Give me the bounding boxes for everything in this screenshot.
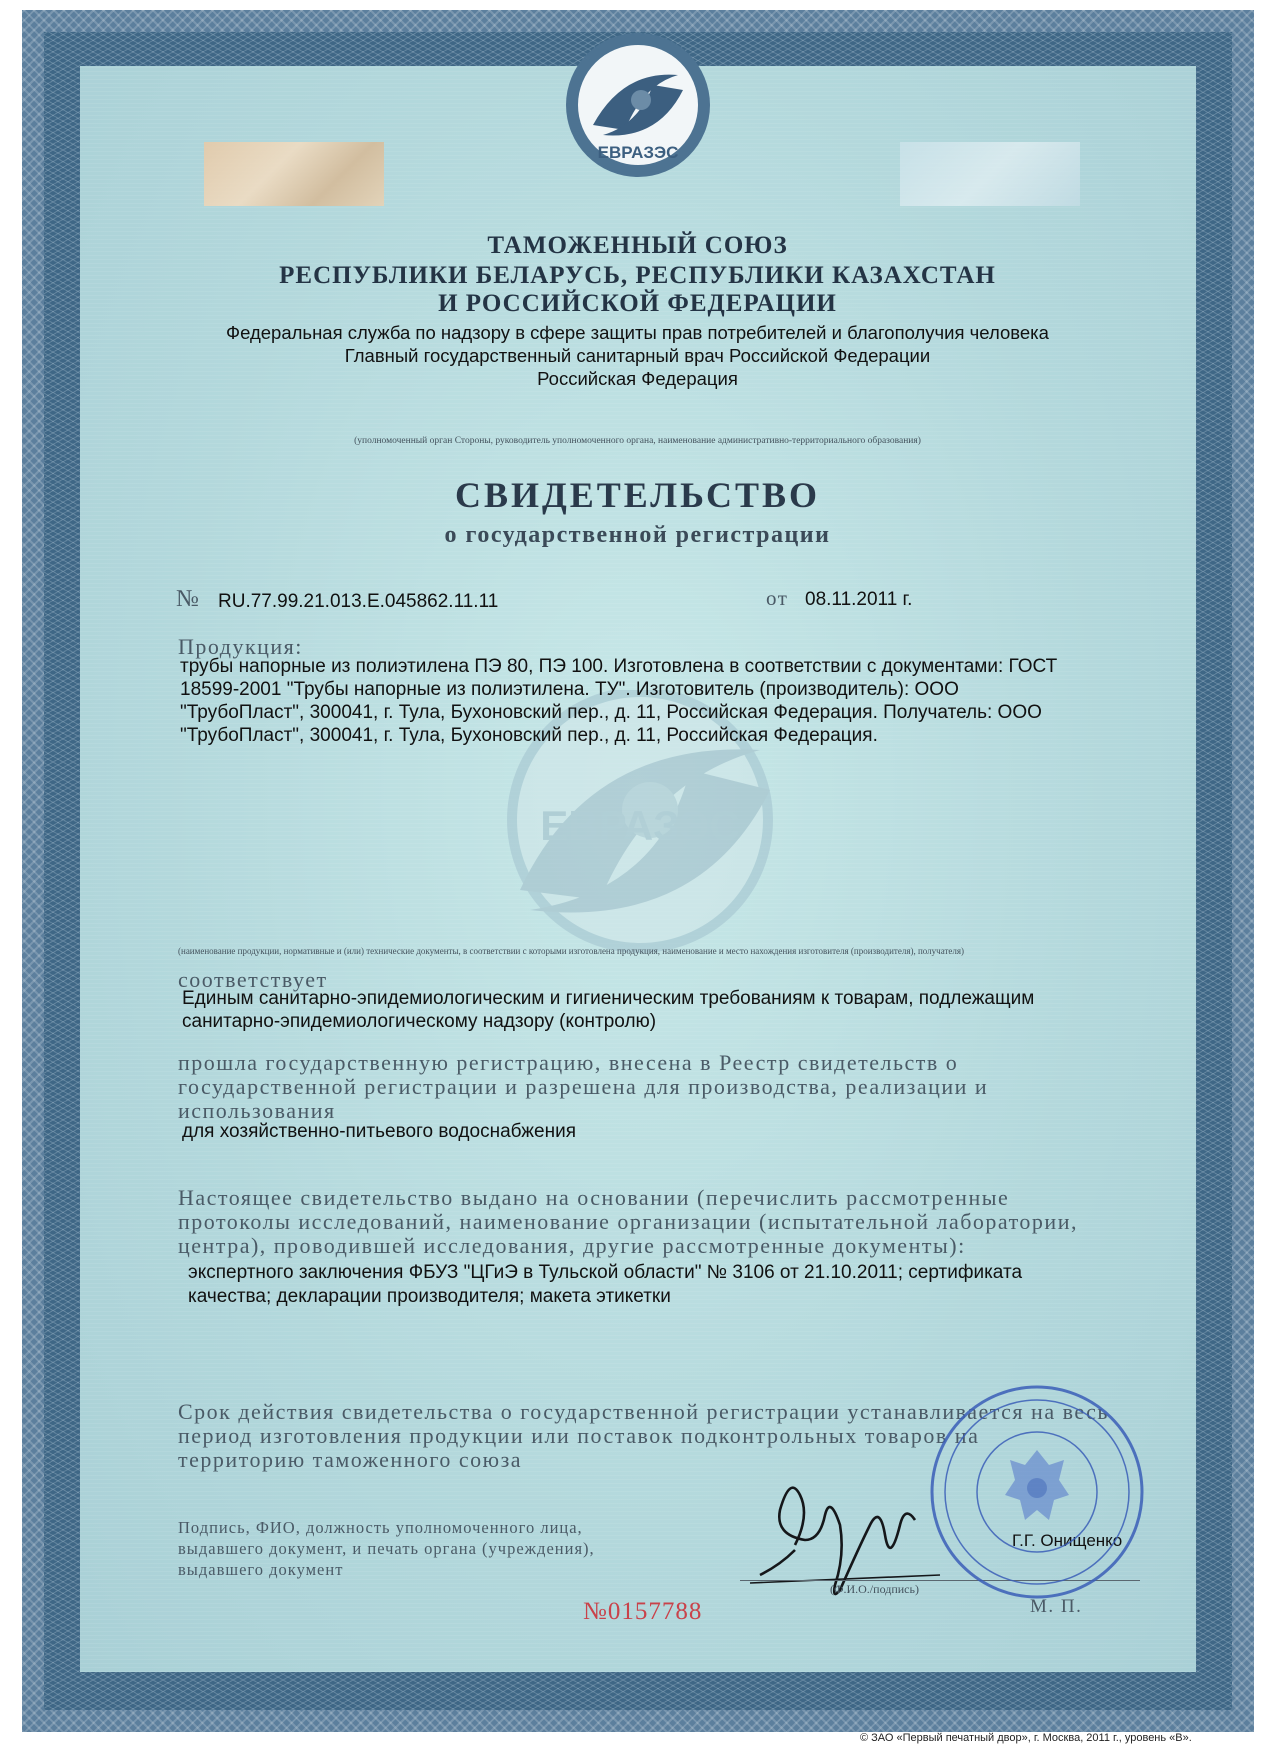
eurasec-emblem-icon <box>563 30 713 180</box>
registered-value: для хозяйственно-питьевого водоснабжения <box>182 1121 576 1142</box>
validity-line-2: период изготовления продукции или поставок подконтрольных товаров на <box>178 1423 980 1448</box>
mp-label: М. П. <box>1030 1596 1083 1617</box>
certificate-number: RU.77.99.21.013.E.045862.11.11 <box>218 591 499 612</box>
registered-line-2: государственной регистрации и разрешена для производства, реализации и <box>178 1074 989 1099</box>
basis-line-3: центра), проводившей исследования, другие рассмотренные документы): <box>178 1233 966 1258</box>
validity-line-1: Срок действия свидетельства о государственной регистрации устанавливается на весь <box>178 1399 1109 1424</box>
product-line-3: "ТрубоПласт", 300041, г. Тула, Бухоновский пер., д. 11, Российская Федерация. Получатель: ООО <box>180 702 1042 723</box>
printer-footer: © ЗАО «Первый печатный двор», г. Москва, 2011 г., уровень «В». <box>860 1732 1192 1744</box>
signature-caption: (Ф.И.О./подпись) <box>830 1582 919 1596</box>
basis-value-1: экспертного заключения ФБУЗ "ЦГиЭ в Тульской области" № 3106 от 21.10.2011; сертификата <box>188 1262 1023 1283</box>
basis-line-2: протоколы исследований, наименование организации (испытательной лаборатории, <box>178 1209 1078 1234</box>
product-line-4: "ТрубоПласт", 300041, г. Тула, Бухоновский пер., д. 11, Российская Федерация. <box>180 725 878 746</box>
serial-number <box>583 1598 702 1626</box>
authority-line-3: Российская Федерация <box>537 368 738 389</box>
validity-line-3: территорию таможенного союза <box>178 1447 523 1472</box>
hologram-right <box>900 142 1080 206</box>
signature-label-3: выдавшего документ <box>178 1560 344 1579</box>
certificate-date: 08.11.2011 г. <box>805 589 913 610</box>
basis-line-1: Настоящее свидетельство выдано на основании (перечислить рассмотренные <box>178 1185 1010 1210</box>
authority-line-1: Федеральная служба по надзору в сфере защиты прав потребителей и благополучия человека <box>226 322 1049 343</box>
hologram-left <box>204 142 384 206</box>
signature-label-2: выдавшего документ, и печать органа (учреждения), <box>178 1539 595 1558</box>
emblem-label: ЕВРАЗЭС <box>597 143 679 162</box>
basis-value-2: качества; декларации производителя; макета этикетки <box>188 1286 671 1307</box>
product-line-2: 18599-2001 "Трубы напорные из полиэтилена. ТУ". Изготовитель (производитель): ООО <box>180 679 959 700</box>
header-line-1: ТАМОЖЕННЫЙ СОЮЗ <box>487 232 788 259</box>
authority-caption: (уполномоченный орган Стороны, руководитель уполномоченного органа, наименование административно-территориального образования) <box>354 436 921 446</box>
authority-line-2: Главный государственный санитарный врач Российской Федерации <box>344 345 931 366</box>
product-caption: (наименование продукции, нормативные и (или) технические документы, в соответствии с которыми изготовлена продукция, наименование и место нахождения изготовителя (производителя), получателя) <box>178 946 965 956</box>
header-line-3: И РОССИЙСКОЙ ФЕДЕРАЦИИ <box>438 290 837 317</box>
official-seal-stamp <box>925 1380 1150 1605</box>
header-line-2: РЕСПУБЛИКИ БЕЛАРУСЬ, РЕСПУБЛИКИ КАЗАХСТАН <box>279 262 996 289</box>
product-label: Продукция: <box>178 634 303 659</box>
signature-label-1: Подпись, ФИО, должность уполномоченного лица, <box>178 1518 583 1537</box>
watermark-label: ЕВРАЗЭС <box>540 802 740 849</box>
registered-line-1: прошла государственную регистрацию, внесена в Реестр свидетельств о <box>178 1050 959 1075</box>
conforms-label: соответствует <box>178 967 328 992</box>
conforms-line-1: Единым санитарно-эпидемиологическим и гигиеническим требованиям к товарам, подлежащим <box>182 988 1035 1009</box>
date-label: от <box>766 586 789 610</box>
number-label: № <box>176 586 201 612</box>
conforms-line-2: санитарно-эпидемиологическому надзору (контролю) <box>182 1011 657 1032</box>
signer-name: Г.Г. Онищенко <box>1012 1531 1123 1550</box>
registered-line-3: использования <box>178 1098 336 1123</box>
serial-text: №0157788 <box>583 1598 703 1625</box>
document-subtitle: о государственной регистрации <box>444 522 831 548</box>
product-line-1: трубы напорные из полиэтилена ПЭ 80, ПЭ 100. Изготовлена в соответствии с документами: ГОСТ <box>180 656 1058 677</box>
document-title: СВИДЕТЕЛЬСТВО <box>454 475 821 515</box>
